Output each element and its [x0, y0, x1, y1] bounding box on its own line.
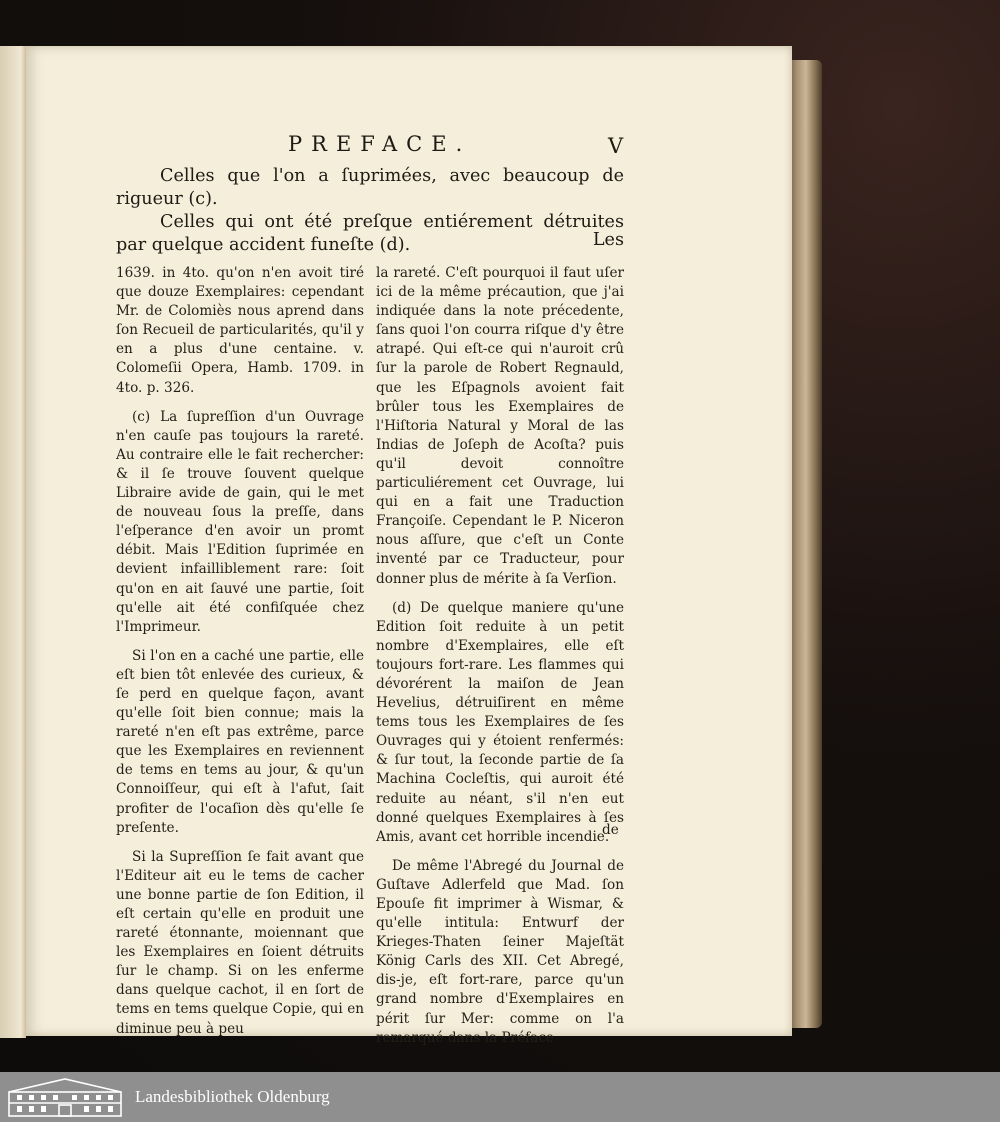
footnote-paragraph: (c) La ſupreſſion d'un Ouvrage n'en cauſe pas toujours la rareté. Au contraire elle le fait rechercher: & il ſe trouve ſouvent quelque Libraire avide de gain, qui le met de nouveau ſous la preſſe, dans l'eſperance d'en avoir un promt débit. Mais l'Edition ſuprimée en devient infailliblement rare: ſoit qu'on en ait ſauvé une partie, ſoit qu'elle ait été confiſquée chez l'Imprimeur.	[116, 408, 364, 635]
library-name[interactable]: Landesbibliothek Oldenburg	[135, 1087, 330, 1106]
footnote-column-left	[116, 264, 364, 1049]
footnote-paragraph: (d) De quelque maniere qu'une Edition ſoit reduite à un petit nombre d'Exemplaires, elle eſt toujours fort-rare. Les flammes qui dévorérent la maiſon de Jean Hevelius, détruiſirent en même tems tous les Exemplaires de ſes Ouvrages qui y étoient renfermés: & ſur tout, la ſeconde partie de ſa Machina Cocleſtis, qui auroit été reduite au néant, s'il n'en eut donné quelques Exemplaires à ſes Amis, avant cet horrible incendie.	[376, 599, 624, 845]
footnote-column-right	[376, 264, 624, 1058]
main-text-block	[116, 165, 624, 257]
facing-page-edge	[0, 46, 26, 1038]
running-header: PREFACE.	[288, 132, 472, 156]
main-text-line: Celles que l'on a ſuprimées, avec beaucoup de rigueur (c).	[116, 166, 624, 209]
page-catchword: de	[602, 822, 619, 838]
footer-bar	[0, 1072, 1000, 1122]
footnote-paragraph: De même l'Abregé du Journal de Guſtave Adlerfeld que Mad. ſon Epouſe fit imprimer à Wismar, & qu'elle intitula: Entwurf der Krieges-Thaten ſeiner Majeſtät König Carls des XII. Cet Abregé, dis-je, eſt fort-rare, parce qu'un grand nombre d'Exemplaires en périt ſur Mer: comme on l'a remarqué dans la Préface	[376, 857, 624, 1046]
footnote-paragraph: 1639. in 4to. qu'on n'en avoit tiré que douze Exemplaires: cependant Mr. de Colomiès nous aprend dans ſon Recueil de particularités, qu'il y en a plus d'une centaine. v. Colomeſii Opera, Hamb. 1709. in 4to. p. 326.	[116, 265, 364, 396]
footnote-paragraph: Si l'on en a caché une partie, elle eſt bien tôt enlevée des curieux, & ſe perd en quelque façon, avant qu'elle ſoit bien connue; mais la rareté n'en eſt pas extrême, parce que les Exemplaires en reviennent de tems en tems au jour, & qu'un Connoiſſeur, qui eſt à l'afut, ſait profiter de l'ocaſion dès qu'elle ſe preſente.	[116, 647, 364, 836]
main-text-line: Celles qui ont été preſque entiérement détruites par quelque accident funeſte (d).	[116, 212, 624, 255]
library-building-icon[interactable]	[7, 1076, 123, 1118]
footnote-paragraph: Si la Supreſſion ſe fait avant que l'Editeur ait eu le tems de cacher une bonne partie de ſon Edition, il eſt certain qu'elle en produit une rareté étonnante, moiennant que les Exemplaires en ſoient détruits ſur le champ. Si on les enferme dans quelque cachot, il en ſort de tems en tems quelque Copie, qui en diminue peu à peu	[116, 848, 364, 1037]
footnote-paragraph: la rareté. C'eſt pourquoi il faut uſer ici de la même précaution, que j'ai indiquée dans la note précedente, ſans quoi l'on courra riſque d'y être atrapé. Qui eſt-ce qui n'auroit crû ſur la parole de Robert Regnauld, que les Eſpagnols avoient fait brûler tous les Exemplaires de l'Hiſtoria Natural y Moral de las Indias de Joſeph de Acoſta? puis qu'il devoit connoître particuliérement cet Ouvrage, lui qui en a fait une Traduction Françoiſe. Cependant le P. Niceron nous aſſure, que c'eſt un Conte inventé par ce Traducteur, pour donner plus de mérite à ſa Verſion.	[376, 265, 624, 587]
main-catchword: Les	[592, 230, 624, 250]
page-number: V	[608, 134, 624, 158]
